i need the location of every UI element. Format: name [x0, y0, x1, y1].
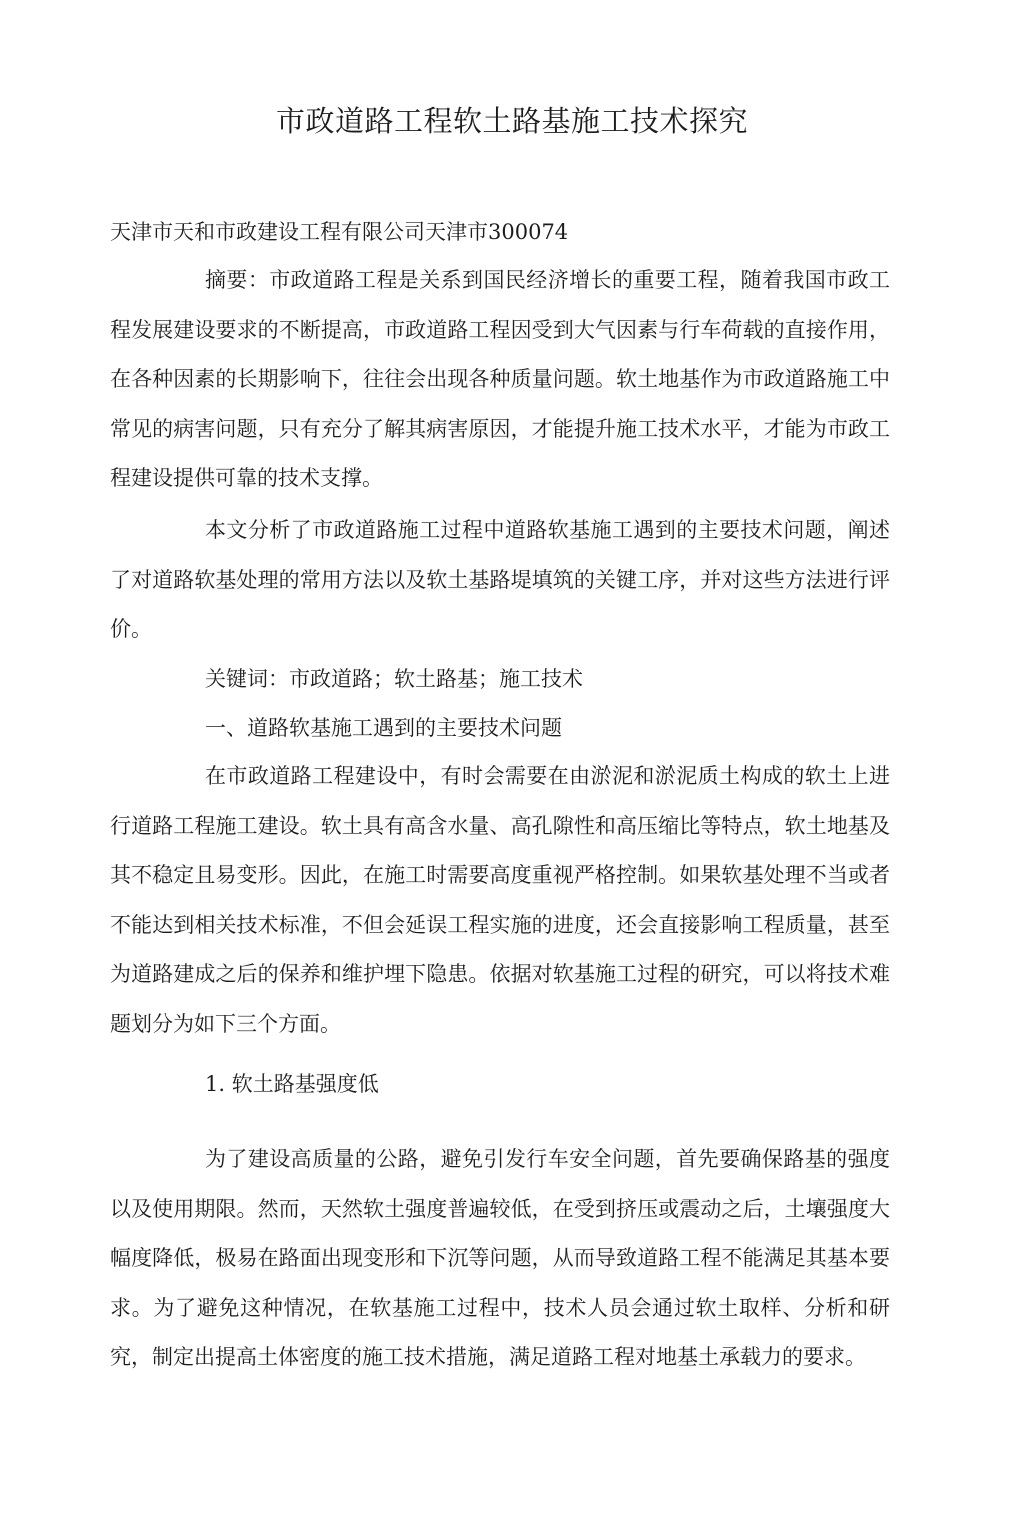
- keywords-line: 关键词：市政道路；软土路基；施工技术: [205, 667, 583, 691]
- author-affiliation: 天津市天和市政建设工程有限公司天津市300074: [110, 220, 569, 244]
- abstract-paragraph: 摘要：市政道路工程是关系到国民经济增长的重要工程，随着我国市政工程发展建设要求的不断提高，市政道路工程因受到大气因素与行车荷载的直接作用，在各种因素的长期影响下，往往会出现各种质量问题。软土地基作为市政道路施工中常见的病害问题，只有充分了解其病害原因，才能提升施工技术水平，才能为市政工程建设提供可靠的技术支撑。: [110, 268, 890, 491]
- section-paragraph: 在市政道路工程建设中，有时会需要在由淤泥和淤泥质土构成的软土上进行道路工程施工建设。软土具有高含水量、高孔隙性和高压缩比等特点，软土地基及其不稳定且易变形。因此，在施工时需要高度重视严格控制。如果软基处理不当或者不能达到相关技术标准，不但会延误工程实施的进度，还会直接影响工程质量，甚至为道路建成之后的保养和维护埋下隐患。依据对软基施工过程的研究，可以将技术难题划分为如下三个方面。: [110, 764, 890, 1036]
- document-title: 市政道路工程软土路基施工技术探究: [275, 104, 748, 138]
- subsection-paragraph: 为了建设高质量的公路，避免引发行车安全问题，首先要确保路基的强度以及使用期限。然而，天然软土强度普遍较低，在受到挤压或震动之后，土壤强度大幅度降低，极易在路面出现变形和下沉等问题，从而导致道路工程不能满足其基本要求。为了避免这种情况，在软基施工过程中，技术人员会通过软土取样、分析和研究，制定出提高土体密度的施工技术措施，满足道路工程对地基土承载力的要求。: [110, 1147, 890, 1370]
- section-heading: 一、道路软基施工遇到的主要技术问题: [205, 716, 562, 740]
- subsection-heading: 1. 软土路基强度低: [205, 1072, 379, 1096]
- intro-paragraph: 本文分析了市政道路施工过程中道路软基施工遇到的主要技术问题，阐述了对道路软基处理的常用方法以及软土基路堤填筑的关键工序，并对这些方法进行评价。: [110, 518, 890, 642]
